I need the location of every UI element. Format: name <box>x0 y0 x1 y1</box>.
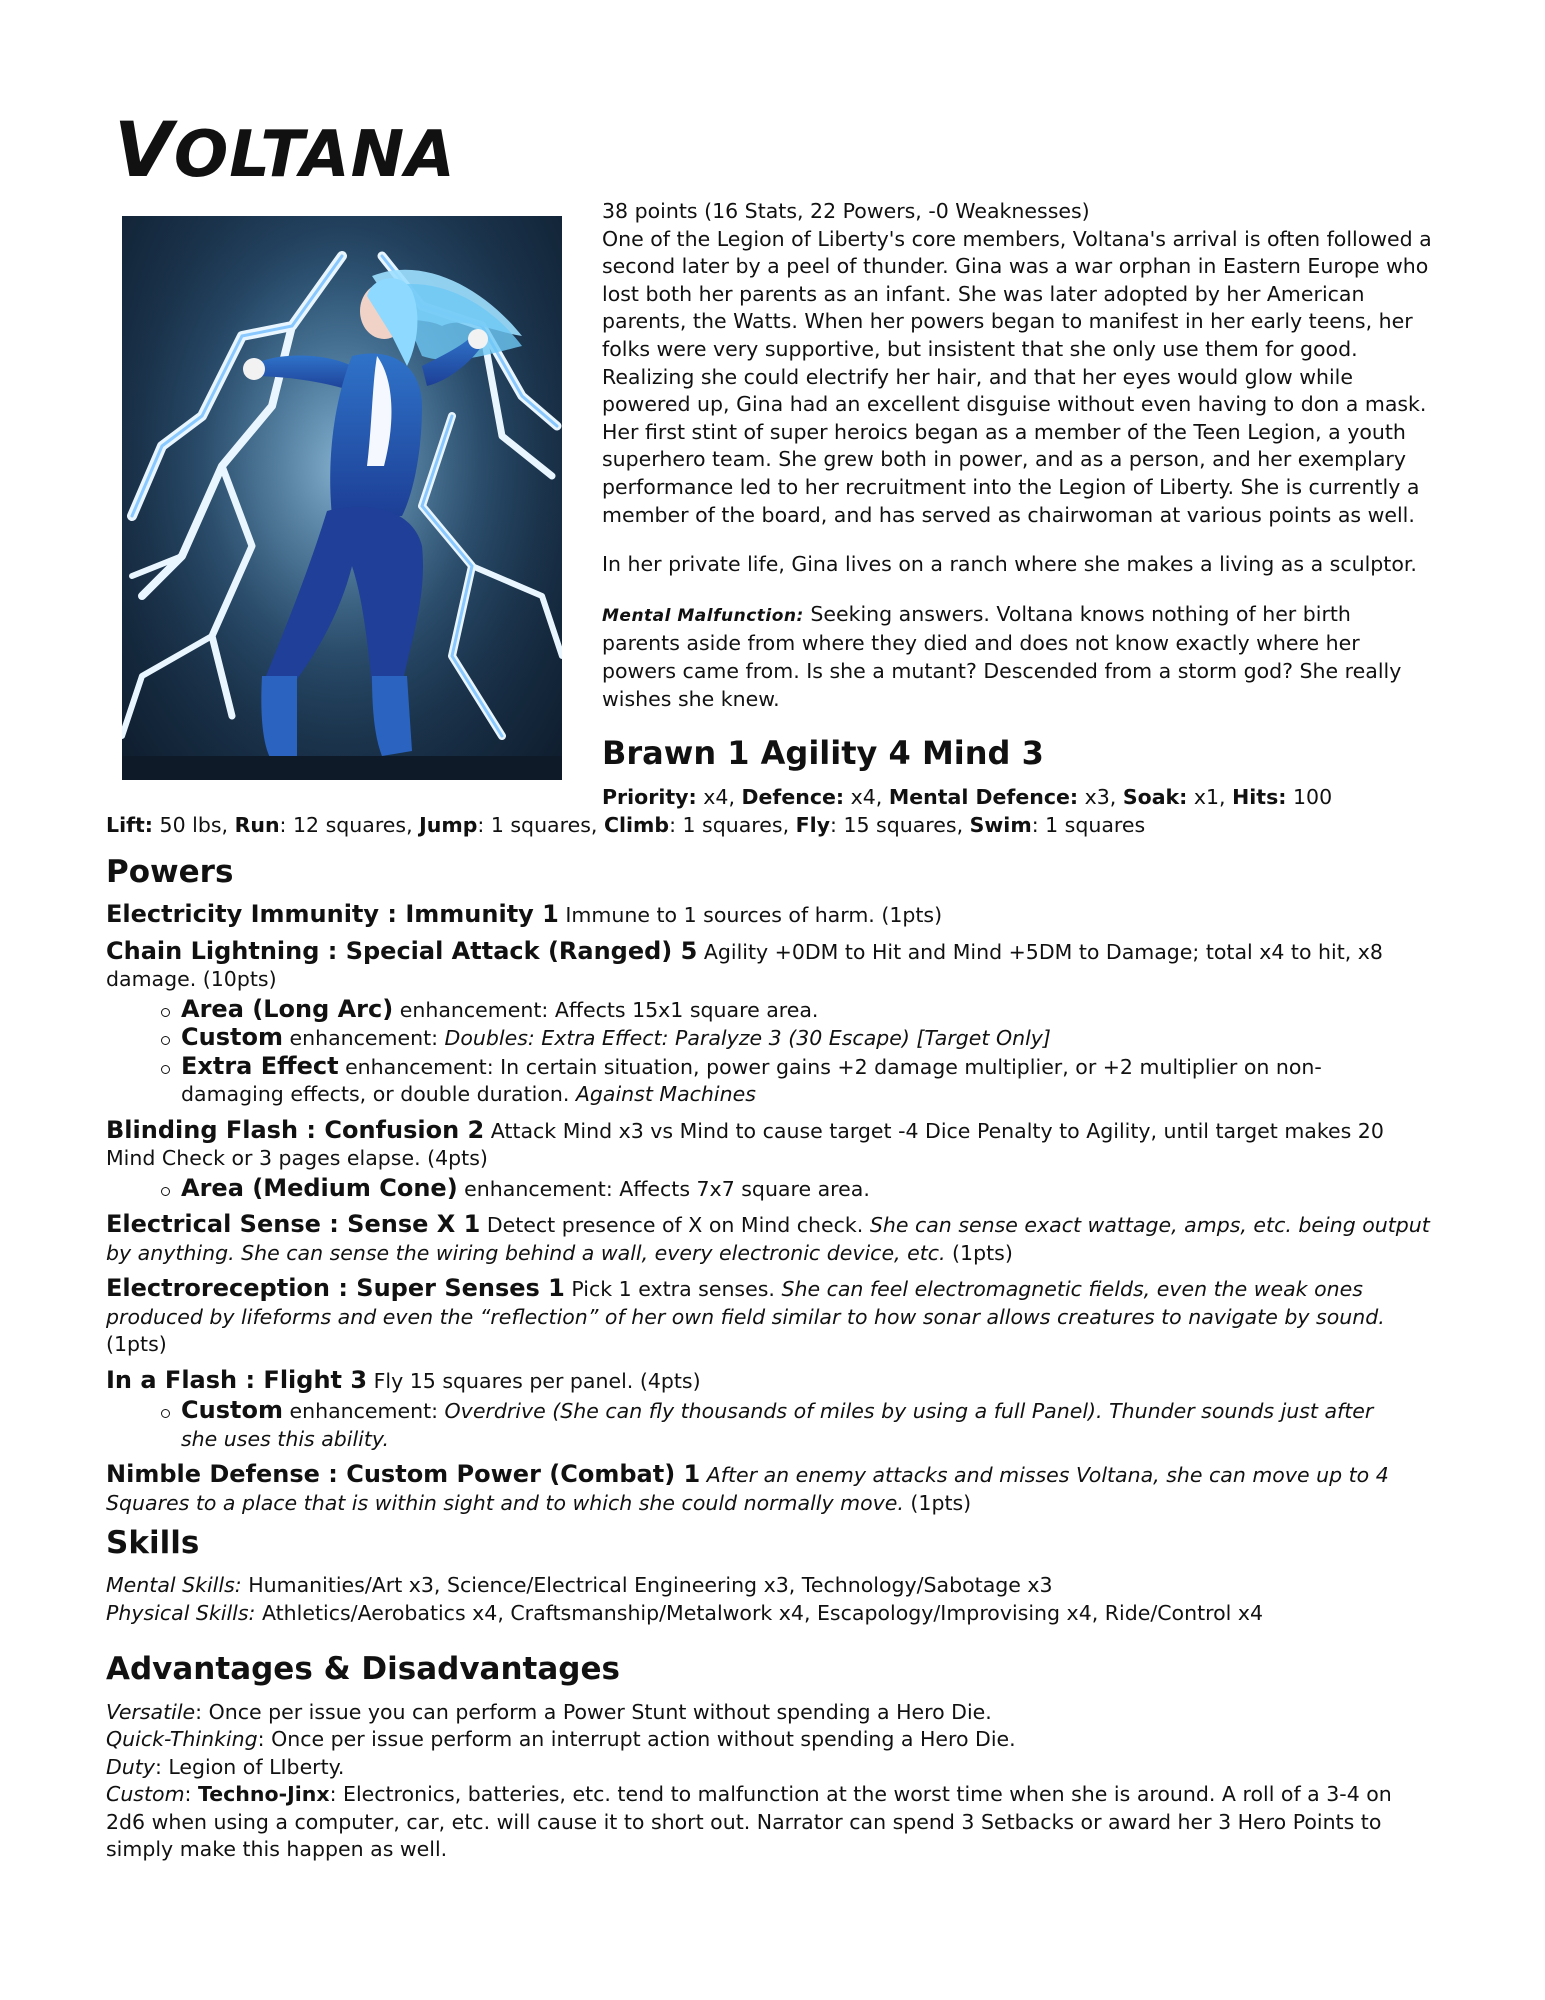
power-entry <box>106 1117 1436 1173</box>
stat-label: Mental Defence: <box>888 785 1079 809</box>
move-value: : 1 squares, <box>477 813 604 837</box>
mental-malfunction <box>602 601 1432 713</box>
power-entry <box>106 901 1436 930</box>
move-label: Lift: <box>106 813 154 837</box>
enhancement-item: Custom enhancement: Doubles: Extra Effect: Paralyze 3 (30 Escape) [Target Only] <box>181 1024 1436 1053</box>
enhancement-list <box>106 1397 1436 1453</box>
mental-skills: Mental Skills: Humanities/Art x3, Science/Electrical Engineering x3, Technology/Sabotage x3 <box>106 1573 1053 1598</box>
power-name: Electricity Immunity : Immunity 1 <box>106 900 559 929</box>
stat-value: 100 <box>1286 785 1333 809</box>
move-label: Swim <box>969 813 1032 837</box>
mental-malfunction-text: Seeking answers. Voltana knows nothing of her birth parents aside from where they died and does not know exactly where her powers came from. Is she a mutant? Descended from a storm god? She really wishes she knew. <box>602 601 1402 711</box>
advantage-item: Versatile: Once per issue you can perform a Power Stunt without spending a Hero Die. <box>106 1699 992 1724</box>
stat-value: x4, <box>844 785 889 809</box>
power-desc: Detect presence of X on Mind check. <box>480 1213 870 1238</box>
main-content <box>106 848 1436 1864</box>
bio-paragraph: One of the Legion of Liberty's core members, Voltana's arrival is often followed a second later by a peel of thunder. Gina was a war orphan in Eastern Europe who lost both her parents as an infant. She was later adopted by her American parents, the Watts. When her powers began to manifest in her early teens, her folks were very supportive, but insistent that she only use them for good. Realizing she could electrify her hair, and that her eyes would glow while powered up, Gina had an excellent disguise without even having to don a mask. Her first stint of super heroics began as a member of the Teen Legion, a youth superhero team. She grew both in power, and as a person, and her exemplary performance led to her recruitment into the Legion of Liberty. She is currently a member of the board, and has served as chairwoman at various points as well. <box>602 226 1432 527</box>
power-entry: Electroreception : Super Senses 1 Pick 1 extra senses. She can feel electromagnetic fields, even the weak ones produced by lifeforms and even the “reflection” of her own field similar to how sonar allows creatures to navigate by sound. (1pts) <box>106 1274 1385 1357</box>
power-entry <box>106 1367 1436 1396</box>
move-value: : 15 squares, <box>830 813 970 837</box>
move-value: 50 lbs, <box>153 813 235 837</box>
power-desc: Immune to 1 sources of harm. (1pts) <box>558 903 943 928</box>
stat-value: x4, <box>696 785 742 809</box>
power-flavor: She can sense exact wattage, amps, etc. being output by anything. She can sense the wiring behind a wall, every electronic device, etc. <box>106 1213 1430 1265</box>
disadvantage-item: Custom: Techno-Jinx: Electronics, batteries, etc. tend to malfunction at the worst time when she is around. A roll of a 3-4 on 2d6 when using a computer, car, etc. will cause it to short out. Narrator can spend 3 Setbacks or award her 3 Hero Points to simply make this happen as well. <box>106 1782 1392 1862</box>
character-bio <box>602 198 1432 735</box>
enhancement-list <box>106 1175 1436 1204</box>
enhancement-name: Custom <box>181 1023 283 1052</box>
power-desc: Attack Mind x3 vs Mind to cause target -4 Dice Penalty to Agility, until target makes 20 Mind Check or 3 pages elapse. (4pts) <box>106 1118 1384 1171</box>
enhancement-name: Custom <box>181 1396 283 1425</box>
enhancement-list <box>106 996 1436 1109</box>
enhancement-item: Custom enhancement: Overdrive (She can fly thousands of miles by using a full Panel). Thunder sounds just after she uses this ability. <box>181 1397 1436 1453</box>
power-entry: Electrical Sense : Sense X 1 Detect presence of X on Mind check. She can sense exact wattage, amps, etc. being output by anything. She can sense the wiring behind a wall, every electronic device, etc. (1pts) <box>106 1210 1430 1265</box>
skills-heading: Skills <box>106 1525 200 1562</box>
private-life-paragraph: In her private life, Gina lives on a ranch where she makes a living as a sculptor. <box>602 552 1417 577</box>
points-summary: 38 points (16 Stats, 22 Powers, -0 Weaknesses) <box>602 199 1090 223</box>
enhancement-item: Area (Medium Cone) enhancement: Affects 7x7 square area. <box>181 1175 1436 1204</box>
stat-value: x3, <box>1078 785 1123 809</box>
skills-block <box>106 1572 1436 1627</box>
stat-label: Hits: <box>1232 785 1287 809</box>
stat-label: Defence: <box>741 785 845 809</box>
physical-skills: Physical Skills: Athletics/Aerobatics x4, Craftsmanship/Metalwork x4, Escapology/Improvising x4, Ride/Control x4 <box>106 1600 1264 1625</box>
enhancement-name: Area (Long Arc) <box>181 994 394 1023</box>
move-label: Climb <box>603 813 670 837</box>
power-desc: Pick 1 extra senses. <box>564 1277 782 1302</box>
disadvantage-item: Duty: Legion of LIberty. <box>106 1754 345 1779</box>
enhancement-item: Area (Long Arc) enhancement: Affects 15x1 square area. <box>181 996 1436 1025</box>
power-desc: Agility +0DM to Hit and Mind +5DM to Damage; total x4 to hit, x8 damage. (10pts) <box>106 939 1383 992</box>
stats-headline: Brawn 1 Agility 4 Mind 3 <box>602 734 1044 772</box>
advantage-item: Quick-Thinking: Once per issue perform an interrupt action without spending a Hero Die. <box>106 1727 1016 1752</box>
character-portrait <box>122 216 562 780</box>
move-label: Fly <box>795 813 831 837</box>
power-name: Nimble Defense : Custom Power (Combat) 1 <box>106 1460 701 1489</box>
advantages-heading: Advantages & Disadvantages <box>106 1651 620 1688</box>
character-name: VOLTANA <box>114 105 456 194</box>
power-name: Electrical Sense : Sense X 1 <box>106 1210 481 1239</box>
derived-stats <box>602 785 1332 809</box>
power-flavor: After an enemy attacks and misses Voltana, she can move up to 4 Squares to a place that is within sight and to which she could normally move. <box>106 1463 1389 1515</box>
power-desc: Fly 15 squares per panel. (4pts) <box>367 1368 701 1393</box>
power-name: Chain Lightning : Special Attack (Ranged) 5 <box>106 936 698 965</box>
advantages-block <box>106 1699 1436 1864</box>
lightning-hero-illustration <box>122 216 562 780</box>
move-value: : 1 squares <box>1031 813 1146 837</box>
move-value: : 12 squares, <box>279 813 420 837</box>
stat-label: Soak: <box>1122 785 1188 809</box>
stat-value: x1, <box>1187 785 1233 809</box>
power-name: Electroreception : Super Senses 1 <box>106 1274 565 1303</box>
mental-malfunction-label: Mental Malfunction: <box>602 605 804 626</box>
movement-stats <box>106 813 1145 837</box>
power-name: Blinding Flash : Confusion 2 <box>106 1115 485 1144</box>
move-label: Run <box>234 813 280 837</box>
power-entry: Nimble Defense : Custom Power (Combat) 1 After an enemy attacks and misses Voltana, she can move up to 4 Squares to a place that is within sight and to which she could normally move. (1pts) <box>106 1460 1389 1515</box>
power-entry <box>106 938 1436 994</box>
powers-heading: Powers <box>106 854 234 890</box>
move-label: Jump <box>419 813 478 837</box>
enhancement-item: Extra Effect enhancement: In certain situation, power gains +2 damage multiplier, or +2 multiplier on non-damaging effects, or double duration. Against Machines <box>181 1053 1436 1109</box>
move-value: : 1 squares, <box>669 813 796 837</box>
power-flavor: She can feel electromagnetic fields, even the weak ones produced by lifeforms and even the “reflection” of her own field similar to how sonar allows creatures to navigate by sound. <box>106 1277 1385 1329</box>
enhancement-name: Area (Medium Cone) <box>181 1173 458 1202</box>
enhancement-name: Extra Effect <box>181 1051 339 1080</box>
power-name: In a Flash : Flight 3 <box>106 1365 368 1394</box>
stat-label: Priority: <box>602 785 697 809</box>
